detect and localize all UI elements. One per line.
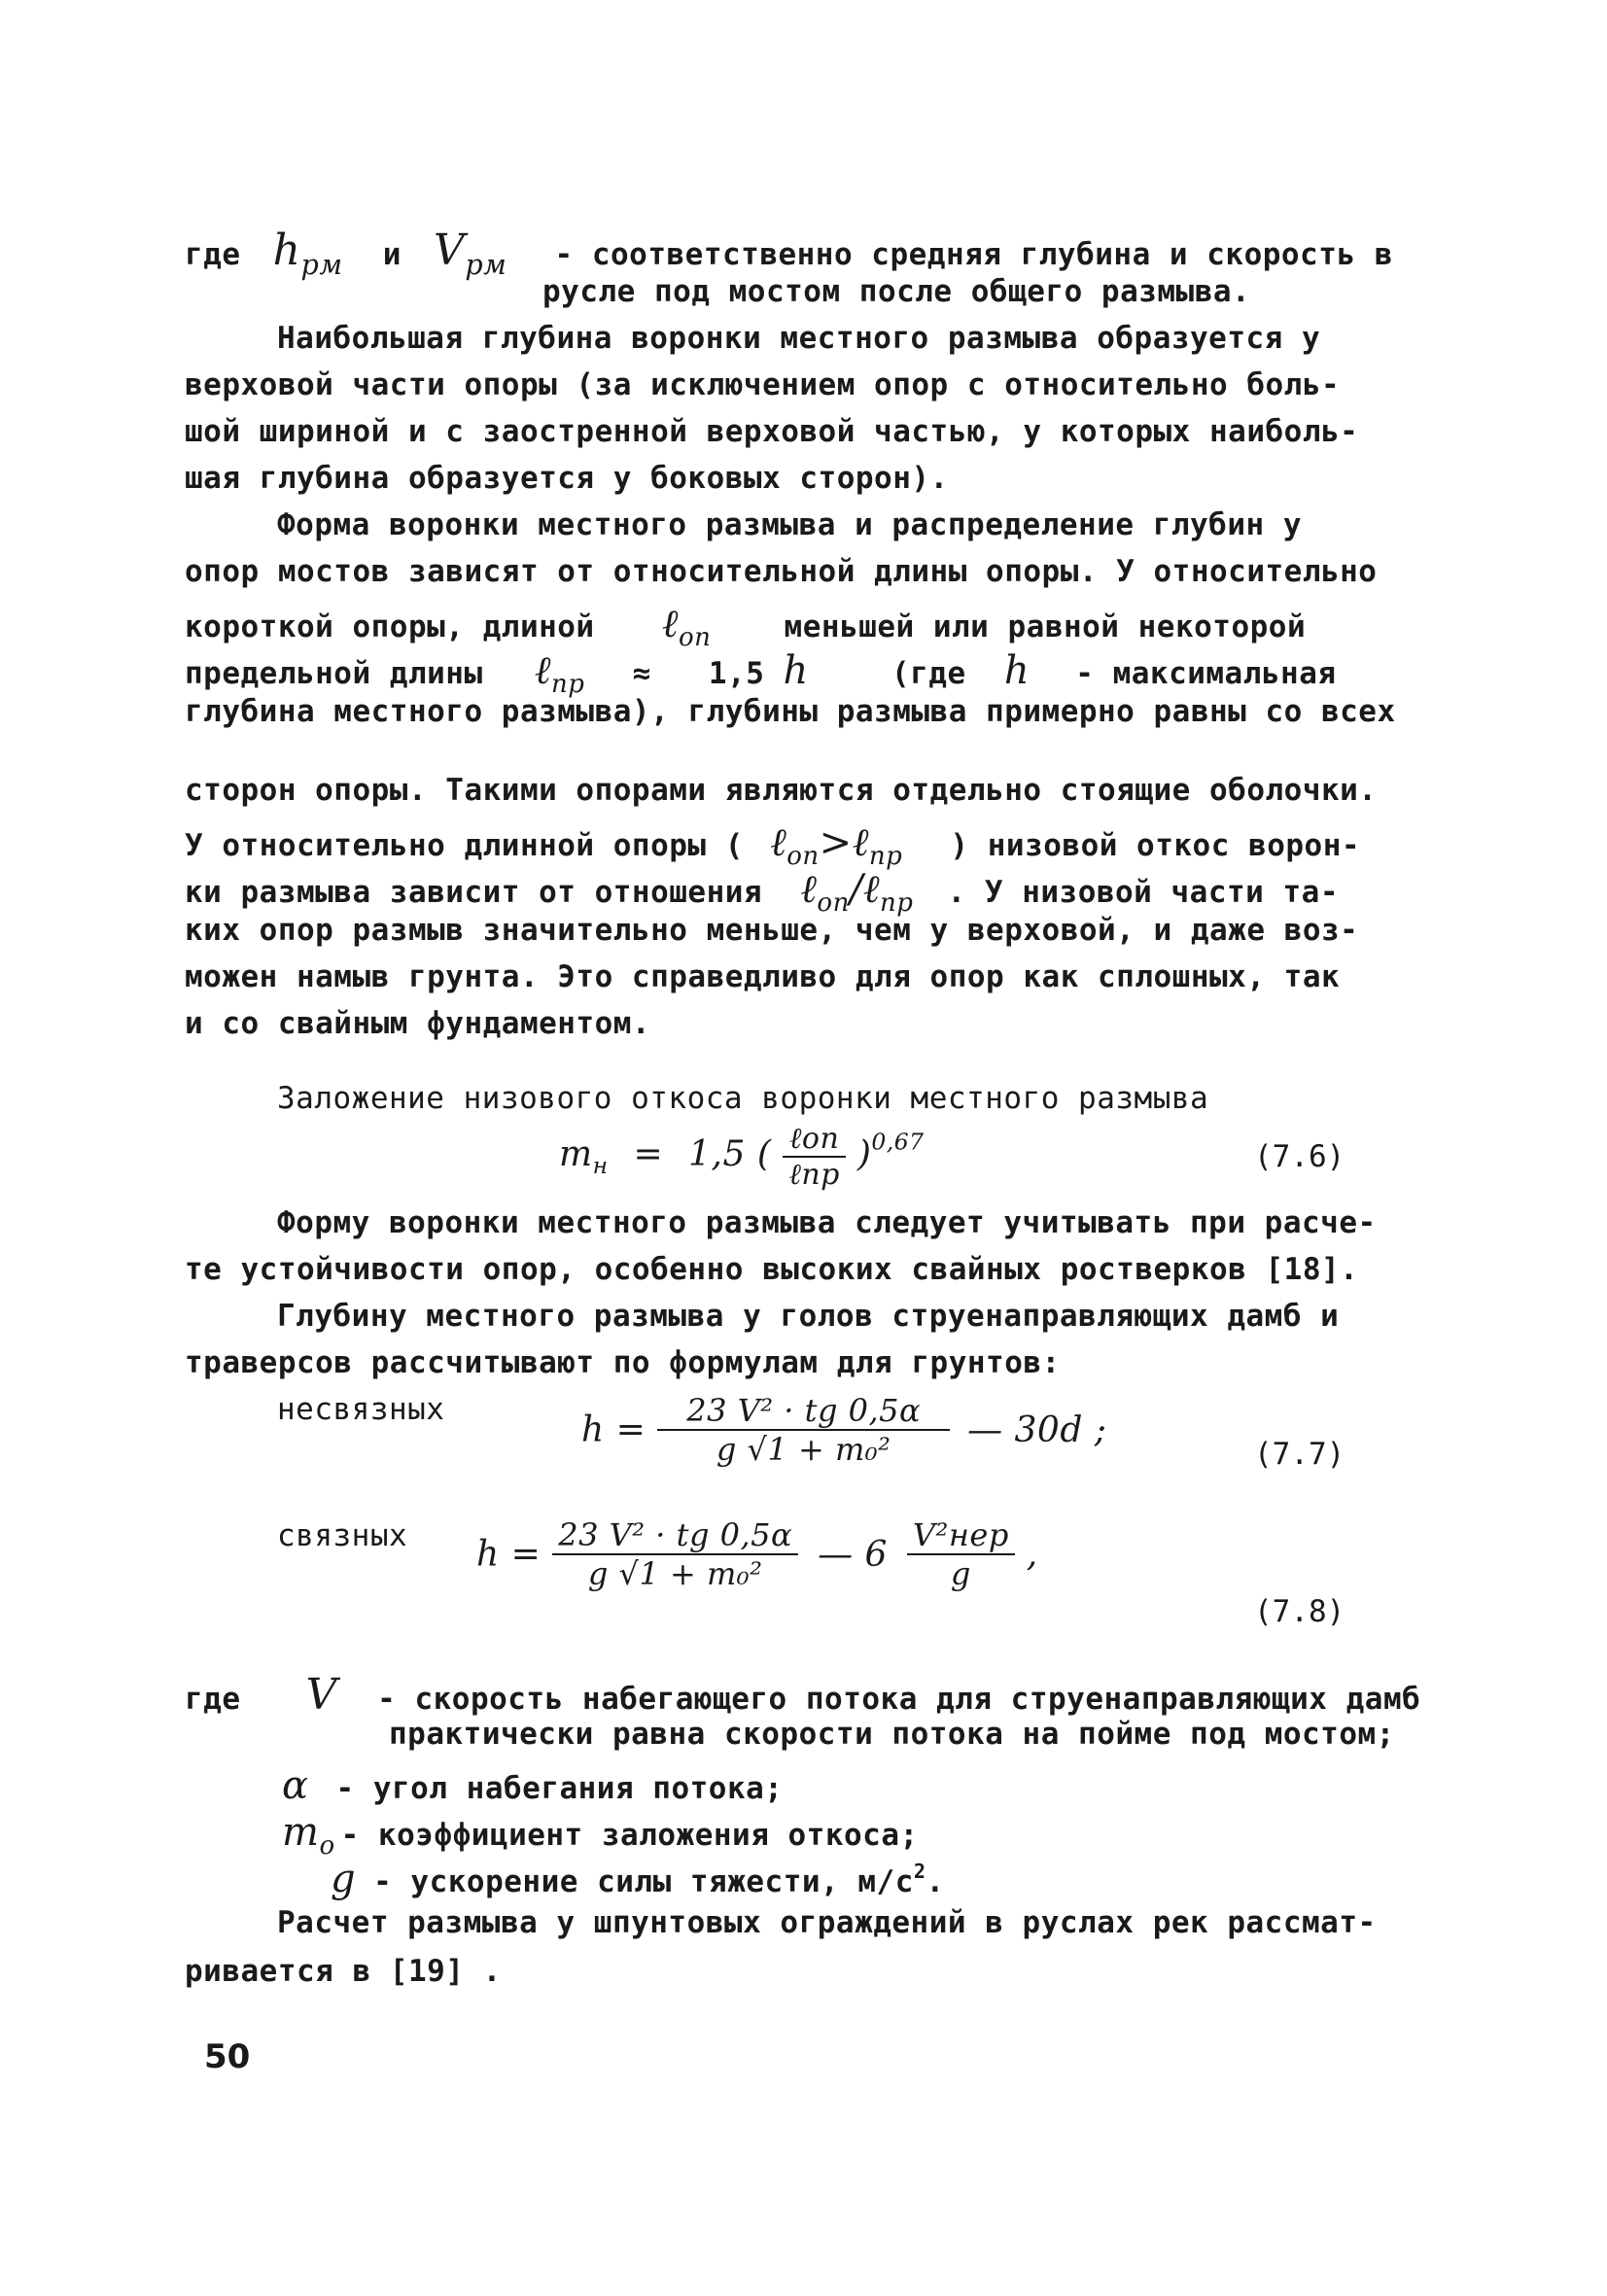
def-g: g - ускорение силы тяжести, $м/с^2$. bbox=[331, 1857, 945, 1901]
para4-line-2: те устойчивости опор, особенно высоких свайных ростверков [18]. bbox=[185, 1252, 1359, 1287]
eq77-label: несвязных bbox=[277, 1392, 445, 1427]
para3-line-5: можен намыв грунта. Это справедливо для опор как сплошных, так bbox=[185, 959, 1341, 994]
l-pr-symbol: ℓ$_{пр}$ bbox=[534, 648, 585, 700]
v-symbol: V bbox=[305, 1670, 337, 1720]
intro-conj: и bbox=[382, 237, 402, 272]
def-v-line-2: практически равна скорости потока на пойме под мостом; bbox=[389, 1717, 1395, 1752]
eq76-fraction: $\frac{\text{ℓоп}}{\text{ℓпр}}$ bbox=[783, 1122, 846, 1192]
eq78-number: (7.8) bbox=[1254, 1594, 1345, 1629]
para1-line-4: шая глубина образуется у боковых сторон). bbox=[185, 461, 949, 496]
para1-line-2: верховой части опоры (за исключением опор с относительно боль- bbox=[185, 367, 1341, 402]
intro-line-2: русле под мостом после общего размыва. bbox=[542, 274, 1251, 309]
eq78-label: связных bbox=[277, 1518, 408, 1553]
para5-line-2: ривается в [19] . bbox=[185, 1954, 502, 1989]
eq77-number: (7.7) bbox=[1254, 1437, 1345, 1472]
h-symbol-2: h bbox=[1003, 648, 1031, 693]
intro-line-1 bbox=[185, 226, 1393, 281]
l-ratio: ℓ$_{оп}$/ℓ$_{пр}$ bbox=[800, 867, 914, 919]
para3-line-2: У относительно длинной опоры ( ℓ$_{оп}$>ℓ$_{пр}$ ) низовой откос ворон- bbox=[185, 820, 1361, 872]
m0-symbol: $m_о$ bbox=[282, 1810, 335, 1861]
page-number: 50 bbox=[204, 2037, 251, 2076]
intro-gde: где bbox=[185, 237, 241, 272]
h-rm-symbol: $h_{рм}$ bbox=[272, 226, 343, 281]
para2-line-1: Форма воронки местного размыва и распределение глубин у bbox=[277, 507, 1302, 542]
para3-line-4: ких опор размыв значительно меньше, чем у верховой, и даже воз- bbox=[185, 913, 1359, 948]
para2-line-3: короткой опоры, длиной ℓ$_{оп}$ меньшей или равной некоторой bbox=[185, 602, 1307, 653]
h-symbol: h bbox=[783, 648, 809, 693]
para3-line-3: ки размыва зависит от отношения ℓ$_{оп}$/ℓ$_{пр}$ . У низовой части та- bbox=[185, 867, 1339, 919]
def-alpha: α - угол набегания потока; bbox=[282, 1763, 784, 1808]
para3-line-1: сторон опоры. Такими опорами являются отдельно стоящие оболочки. bbox=[185, 773, 1378, 808]
eq77-fraction: $\frac{\text{23 V² · tg 0,5α}}{\text{g √1 + m₀²}}$ bbox=[657, 1392, 950, 1468]
eq76-intro: Заложение низового откоса воронки местного размыва bbox=[277, 1081, 1209, 1116]
para1-line-3: шой шириной и с заостренной верховой частью, у которых наиболь- bbox=[185, 414, 1359, 449]
para4-line-3: Глубину местного размыва у голов струенаправляющих дамб и bbox=[277, 1299, 1340, 1334]
eq77-formula: h = $\frac{\text{23 V² · tg 0,5α}}{\text{g √1 + m₀²}}$ — 30d ; bbox=[581, 1392, 1107, 1468]
para2-line-5: глубина местного размыва), глубины размыва примерно равны со всех bbox=[185, 694, 1396, 729]
alpha-symbol: α bbox=[282, 1763, 309, 1808]
def-m0: $m_о$ - коэффициент заложения откоса; bbox=[282, 1810, 919, 1861]
para2-line-2: опор мостов зависят от относительной длины опоры. У относительно bbox=[185, 554, 1378, 589]
eq78-fraction: $\frac{\text{23 V² · tg 0,5α}}{\text{g √1 + m₀²}}$ bbox=[552, 1516, 798, 1592]
eq78-formula: h = $\frac{\text{23 V² · tg 0,5α}}{\text{g √1 + m₀²}}$ — 6 $\frac{\text{V²нер}}{g}$ , bbox=[476, 1516, 1038, 1592]
para4-line-4: траверсов рассчитывают по формулам для грунтов: bbox=[185, 1345, 1061, 1380]
para3-line-6: и со свайным фундаментом. bbox=[185, 1006, 651, 1041]
v-rm-symbol: $V_{рм}$ bbox=[434, 226, 507, 281]
para4-line-1: Форму воронки местного размыва следует учитывать при расче- bbox=[277, 1205, 1377, 1240]
para2-line-4: предельной длины ℓ$_{пр}$ ≈ 1,5 h (где h - максимальная bbox=[185, 648, 1337, 700]
def-v-line-1: где V - скорость набегающего потока для струенаправляющих дамб bbox=[185, 1670, 1421, 1720]
para1-line-1: Наибольшая глубина воронки местного размыва образуется у bbox=[277, 321, 1321, 356]
para5-line-1: Расчет размыва у шпунтовых ограждений в руслах рек рассмат- bbox=[277, 1905, 1377, 1940]
g-symbol: g bbox=[331, 1857, 357, 1901]
eq76-formula: $m_н = 1,5$ ( $\frac{\text{ℓоп}}{\text{ℓпр}}$ )$^{0,67}$ bbox=[559, 1122, 925, 1192]
l-op-gt-l-pr: ℓ$_{оп}$>ℓ$_{пр}$ bbox=[770, 820, 903, 872]
l-op-symbol: ℓ$_{оп}$ bbox=[661, 602, 712, 653]
eq76-number: (7.6) bbox=[1254, 1139, 1345, 1174]
eq78-fraction-2: $\frac{\text{V²нер}}{g}$ bbox=[907, 1516, 1015, 1592]
intro-desc-1: - соответственно средняя глубина и скорость в bbox=[554, 237, 1393, 272]
